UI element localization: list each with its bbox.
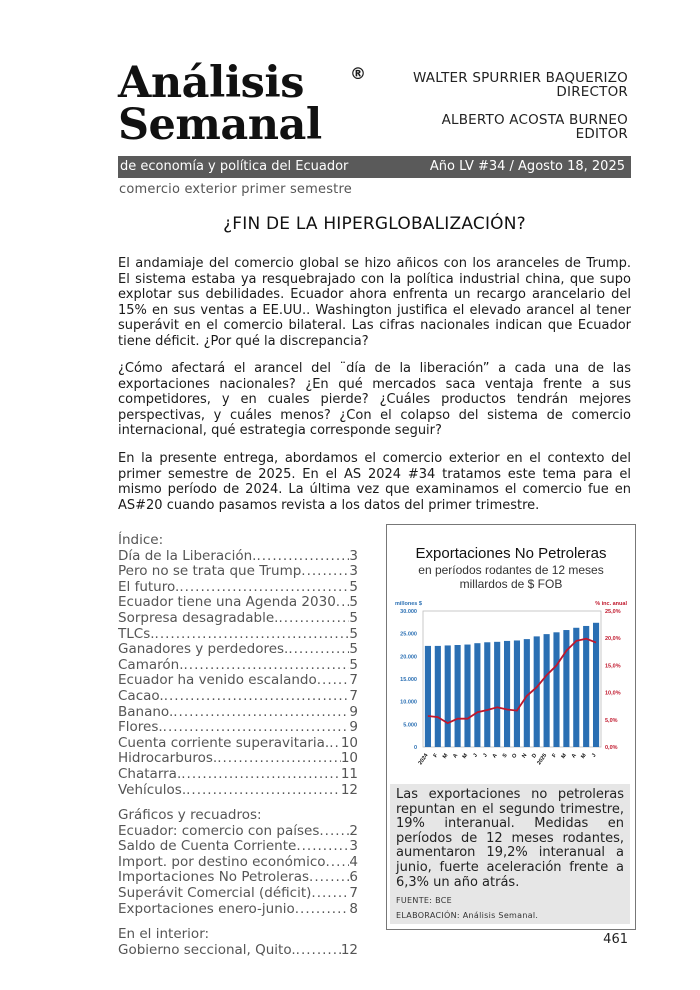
index-entry-page: 5	[349, 579, 358, 595]
x-tick-label: A	[570, 752, 578, 760]
exports-chart	[393, 597, 629, 777]
x-tick-label: 2025	[536, 752, 549, 767]
paragraph-1: El andamiaje del comercio global se hizo añicos con los aranceles de Trump. El sistema estaba ya resquebrajado con la política industrial china, que supo explotar sus debilidades. Ecuador ahora enfrenta un recargo arancelario del 15% en sus ventas a EE.UU.. Washington justifica el elevado arancel al tener superávit en el comercio bilateral. Las cifras nacionales indican que Ecuador tiene déficit. ¿Por qué la discrepancia?	[118, 256, 631, 349]
index-entry-page: 12	[340, 782, 358, 798]
chart-index-entry	[118, 855, 358, 871]
index-entry-page: 7	[349, 688, 358, 704]
index-entry-title: El futuro.	[118, 579, 180, 595]
headline: ¿FIN DE LA HIPERGLOBALIZACIÓN?	[223, 214, 526, 234]
dot-leader	[181, 767, 341, 783]
chart-index-entry	[118, 824, 358, 840]
chart-index-entry-title: Exportaciones enero-junio	[118, 901, 295, 917]
index-entry	[118, 627, 358, 643]
dot-leader	[301, 564, 349, 580]
y2-tick-label: 0,0%	[605, 745, 618, 751]
index-entry	[118, 705, 358, 721]
index-entry	[118, 564, 358, 580]
chart-index-entry-page: 8	[349, 901, 358, 917]
bar	[494, 642, 500, 747]
index-entry-page: 10	[340, 735, 358, 751]
x-tick-label: M	[580, 752, 588, 760]
index-entry-page: 7	[349, 673, 358, 689]
index-entry-page: 11	[340, 766, 358, 782]
y2-tick-label: 5,0%	[605, 717, 618, 724]
dot-leader	[311, 886, 349, 902]
index-entry-page: 5	[349, 610, 358, 626]
x-tick-label: A	[452, 752, 460, 760]
dot-leader	[295, 902, 350, 918]
x-tick-label: 2024	[417, 752, 430, 767]
index-entry-title: Cacao.	[118, 688, 164, 704]
table-of-contents	[118, 533, 358, 958]
bar	[544, 634, 550, 747]
index-entry	[118, 611, 358, 627]
chart-index-entry-page: 4	[349, 854, 358, 870]
interior-index-entry	[118, 943, 358, 959]
y-tick-label: 10.000	[400, 699, 417, 706]
chart-index-entry-title: Ecuador: comercio con países	[118, 823, 320, 839]
dot-leader	[163, 720, 350, 736]
bar	[464, 645, 470, 747]
registered-mark: ®	[350, 64, 366, 83]
logo-line-2: Semanal	[118, 100, 322, 150]
issue-info: Año LV #34 / Agosto 18, 2025	[429, 159, 625, 174]
bar	[553, 632, 559, 747]
chart-index-entry	[118, 902, 358, 918]
bar	[474, 643, 480, 747]
index-entry-page: 10	[340, 751, 358, 767]
chart-index-entry-page: 3	[349, 839, 358, 855]
chart-elaboration: ELABORACIÓN: Análisis Semanal.	[396, 911, 539, 921]
dot-leader	[217, 751, 341, 767]
chart-source: FUENTE: BCE	[396, 896, 452, 906]
index-entry-title: Cuenta corriente superavitaria.	[118, 735, 330, 751]
index-title: Índice:	[118, 532, 164, 548]
bar	[484, 642, 490, 747]
paragraph-3: En la presente entrega, abordamos el comercio exterior en el contexto del primer semestre de 2025. En el AS 2024 #34 tratamos este tema para el mismo período de 2024. La última vez que examinamos el comercio fue en AS#20 cuando pasamos revista a los datos del primer trimestre.	[118, 451, 631, 513]
chart-index-entry-title: Importaciones No Petroleras	[118, 870, 310, 886]
index-entry-page: 5	[349, 642, 358, 658]
index-entry-title: Vehículos.	[118, 782, 187, 798]
index-entry	[118, 736, 358, 752]
x-tick-label: J	[591, 752, 598, 759]
x-tick-label: S	[501, 752, 509, 760]
chart-index-entry	[118, 886, 358, 902]
chart-index-entry	[118, 839, 358, 855]
index-entry	[118, 751, 358, 767]
chart-index-entry-title: Saldo de Cuenta Corriente	[118, 839, 297, 855]
y2-tick-label: 15,0%	[605, 663, 621, 670]
masthead-staff	[413, 71, 628, 141]
chart-index-entry-page: 2	[349, 823, 358, 839]
index-entry-title: Pero no se trata que Trump	[118, 564, 302, 580]
chart-subtitle	[387, 563, 635, 591]
index-entry-title: Hidrocarburos.	[118, 751, 218, 767]
index-entry-title: Ecuador ha venido escalando	[118, 673, 317, 689]
chart-note: Las exportaciones no petroleras repuntan en el segundo trimestre, 19% interanual. Medidas en períodos de 12 meses rodantes, aumentaron 19,2% interanual a junio, fuerte aceleración frente a 6,3% un año atrás.	[396, 787, 624, 890]
interior-index-entry-title: Gobierno seccional, Quito.	[118, 942, 296, 958]
dot-leader	[317, 673, 350, 689]
index-entry-page: 5	[349, 626, 358, 642]
index-entry-page: 5	[349, 657, 358, 673]
banner-tagline: de economía y política del Ecuador	[120, 159, 349, 174]
editor-role: EDITOR	[575, 126, 628, 142]
bar	[445, 645, 451, 747]
chart-index-entry-page: 6	[349, 870, 358, 886]
editor-name: ALBERTO ACOSTA BURNEO	[441, 112, 628, 128]
dot-leader	[296, 943, 341, 959]
bar	[435, 646, 441, 747]
dot-leader	[296, 839, 349, 855]
chart-note-box	[390, 784, 630, 924]
y-tick-label: 15.000	[400, 677, 417, 683]
index-entry-title: Ecuador tiene una Agenda 2030	[118, 595, 336, 611]
y-tick-label: 20.000	[400, 654, 417, 661]
index-entry	[118, 689, 358, 705]
chart-index-entry-page: 7	[349, 886, 358, 902]
x-tick-label: J	[472, 752, 480, 759]
index-entry	[118, 595, 358, 611]
y2-tick-label: 25,0%	[605, 609, 621, 615]
director-name: WALTER SPURRIER BAQUERIZO	[412, 70, 628, 86]
dot-leader	[164, 689, 350, 705]
y-tick-label: 0	[413, 745, 417, 751]
dot-leader	[309, 870, 349, 886]
charts-title: Gráficos y recuadros:	[118, 807, 262, 824]
masthead-banner	[118, 156, 631, 178]
bar	[583, 626, 589, 747]
chart-title: Exportaciones No Petroleras	[415, 545, 607, 562]
chart-subtitle-line-2: millardos de $ FOB	[459, 577, 563, 591]
x-tick-label: M	[461, 752, 470, 760]
chart-subtitle-line-1: en períodos rodantes de 12 meses	[418, 563, 604, 577]
x-tick-label: M	[441, 752, 450, 760]
bar	[573, 628, 579, 747]
interior-index-entry-page: 12	[340, 942, 358, 958]
y2-axis-label: % inc. anual	[595, 601, 627, 607]
director-role: DIRECTOR	[556, 84, 628, 100]
growth-line	[428, 639, 596, 723]
y-tick-label: 5.000	[403, 722, 417, 729]
chart-index-entry-title: Superávit Comercial (déficit)	[118, 886, 312, 902]
x-tick-label: O	[511, 752, 519, 760]
dot-leader	[173, 705, 349, 721]
dot-leader	[319, 824, 349, 840]
index-entry-title: Ganadores y perdedores.	[118, 642, 289, 658]
x-tick-label: J	[482, 752, 489, 759]
bar	[534, 636, 540, 747]
index-entry-title: Camarón.	[118, 657, 184, 673]
index-entry-page: 3	[349, 548, 358, 564]
bar	[514, 640, 520, 747]
interior-title: En el interior:	[118, 926, 210, 943]
logo-line-1: Análisis	[118, 58, 304, 108]
y2-tick-label: 20,0%	[605, 636, 621, 643]
dot-leader	[288, 642, 349, 658]
bar	[425, 646, 431, 747]
page-number: 461	[603, 932, 628, 947]
x-tick-label: M	[560, 752, 569, 760]
x-tick-label: D	[531, 752, 539, 760]
index-entry-title: Sorpresa desagradable.	[118, 610, 279, 626]
dot-leader	[336, 595, 350, 611]
chart-index-entry	[118, 870, 358, 886]
dot-leader	[278, 611, 349, 627]
x-tick-label: F	[551, 752, 559, 759]
dot-leader	[329, 736, 341, 752]
dot-leader	[183, 658, 349, 674]
index-entry-title: Chatarra.	[118, 766, 182, 782]
section-tag: comercio exterior primer semestre	[119, 182, 352, 197]
index-entry-page: 3	[349, 564, 358, 580]
index-entry-title: TLCs.	[118, 626, 155, 642]
x-tick-label: A	[491, 752, 499, 760]
index-entry-page: 5	[349, 595, 358, 611]
index-entry	[118, 642, 358, 658]
y2-tick-label: 10,0%	[605, 690, 621, 697]
index-entry-title: Día de la Liberación.	[118, 548, 257, 564]
y-tick-label: 30.000	[400, 609, 417, 615]
index-entry-title: Flores.	[118, 720, 163, 736]
dot-leader	[179, 580, 349, 596]
bar	[455, 645, 461, 747]
index-entry	[118, 658, 358, 674]
index-entry	[118, 580, 358, 596]
index-entry	[118, 767, 358, 783]
bar	[504, 641, 510, 747]
index-entry	[118, 673, 358, 689]
dot-leader	[256, 549, 349, 565]
dot-leader	[155, 627, 350, 643]
x-tick-label: N	[521, 752, 529, 760]
index-entry	[118, 720, 358, 736]
index-entry-page: 9	[349, 720, 358, 736]
y-tick-label: 25.000	[400, 631, 417, 638]
index-entry-page: 9	[349, 704, 358, 720]
dot-leader	[326, 855, 350, 871]
chart-index-entry-title: Import. por destino económico	[118, 854, 326, 870]
y-axis-label: millones $	[395, 601, 422, 607]
dot-leader	[186, 783, 341, 799]
index-entry-title: Banano.	[118, 704, 174, 720]
index-entry	[118, 783, 358, 799]
index-entry	[118, 549, 358, 565]
paragraph-2: ¿Cómo afectará el arancel del ¨día de la liberación” a cada una de las exportaciones nacionales? ¿En qué mercados saca ventaja frente a sus competidores, y en cuales pierde? ¿Cuáles productos tendrán mejores perspectivas, y cuáles menos? ¿Con el colapso del sistema de comercio internacional, qué estrategia corresponde seguir?	[118, 361, 631, 438]
masthead-logo	[118, 58, 378, 157]
x-tick-label: F	[432, 752, 440, 759]
